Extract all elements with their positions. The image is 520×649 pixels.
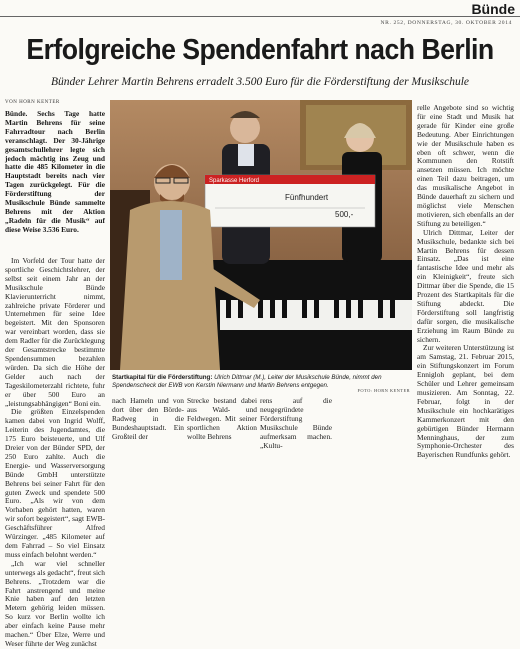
photo-credit: FOTO: HORN KENTER bbox=[357, 388, 410, 393]
photo-caption bbox=[112, 374, 412, 389]
article-photo bbox=[110, 100, 412, 370]
column-right bbox=[417, 104, 514, 460]
check-amount: 500,- bbox=[335, 210, 354, 219]
headline: Erfolgreiche Spendenfahrt nach Berlin bbox=[26, 34, 494, 66]
caption-title: Startkapital für die Förderstiftung: bbox=[112, 374, 213, 381]
col1-paragraph: Im Vorfeld der Tour hatte der sportliche Geschichtslehrer, der selbst seit einem Jahr an der Musikschule Bünde Klavierunterricht nimmt, zahlreiche private Förderer und Unternehmen für seine Idee begeistert. Mit den Sponsoren war vereinbart worden, dass sie dem Radler für die Zurücklegung der Gesamtstrecke bestimmte Spendensummen bezahlen würden. Da sich die Höhe der Gelder auch nach der Tageskilometerzahl richtete, fuhr er über 500 Euro an „leistungsabhängigen“ Boni ein. bbox=[5, 256, 105, 408]
caption-text: Ulrich Dittmar (M.), Leiter der Musikschule Bünde, nimmt den Spendenscheck der EWB von Kerstin Niermann und Martin Behrens entgegen. bbox=[112, 374, 382, 389]
column-1 bbox=[5, 257, 105, 649]
col6-paragraph: Ulrich Dittmar, Leiter der Musikschule, bedankte sich bei Martin Behrens für dessen Einsatz. „Das ist eine fantastische Idee und mehr als ein Kleinigkeit“, freute sich Dittmar über die Spende, die 15 Prozent des Startkapitals für die Stiftung abdeckt. Die Förderstiftung soll langfristig dafür sorgen, die musikalische Erziehung im Raum Bünde zu sichern. bbox=[417, 227, 514, 344]
check-banner: Sparkasse Herford bbox=[209, 178, 260, 184]
lead-paragraph bbox=[5, 110, 105, 235]
check-words: Fünfhundert bbox=[285, 193, 329, 202]
lead-text: Bünde. Sechs Tage hatte Martin Behrens für seine Fahrradtour nach Berlin veranschlagt. Der 30-Jährige gesamtschullehrer legte sich jedoch mächtig ins Zeug und hatte die 485 Kilometer in die Hauptstadt bereits nach vier Tagen zurückgelegt. Für die Förderstiftung der Musikschule Bünde sammelte Behrens mit der Aktion „Radeln für die Musik“ auf diese Weise 3.536 Euro. bbox=[5, 109, 105, 234]
issue-meta: NR. 252, DONNERSTAG, 30. OKTOBER 2014 bbox=[380, 20, 512, 26]
col4-paragraph: rens auf die neugegründete Förderstiftung Musikschule Bünde aufmerksam machen. „Kultu- bbox=[260, 396, 332, 450]
check bbox=[205, 175, 375, 227]
col3-paragraph: Strecke bestand dabei aus Wald- und Feldwegen. Mit seiner sportlichen Aktion wollte Behrens bbox=[187, 396, 257, 441]
col6-paragraph: relle Angebote sind so wichtig für eine Stadt und Musik hat gerade für Kinder eine große Bedeutung. Aber Einrichtungen wie der Musikschule haben es eben oft schwer, wenn die Kommunen den Rotstift ansetzen müssen. Ich möchte einen Teil dazu beitragen, um das musikalische Angebot in Bünde dauerhaft zu sichern und möglichst viele Menschen motivieren, sich ebenfalls an der Stiftung zu beteiligen.“ bbox=[417, 103, 514, 228]
author-byline: VON HORN KENTER bbox=[5, 100, 60, 105]
column-3 bbox=[187, 397, 257, 442]
section-city: Bünde bbox=[471, 1, 515, 17]
col2-paragraph: nach Hameln und von dort über den Börde-Radweg in die Bundeshauptstadt. Ein Großteil der bbox=[112, 396, 184, 441]
col6-paragraph: Zur weiteren Unterstützung ist am Samstag, 21. Februar 2015, ein Stiftungskonzert im Forum Ennigloh geplant, bei dem Schüler und Lehrer gemeinsam musizieren. Am Sonntag, 22. Februar, folgt in der Musikschule ein hochkarätiges Kammerkonzert mit den gebürtigen Bünder Hermann Menninghaus, der zum Symphonie-Orchester des Bayerischen Rundfunks gehört. bbox=[417, 343, 514, 460]
column-2 bbox=[112, 397, 184, 442]
photo-illustration bbox=[110, 100, 412, 370]
column-4 bbox=[260, 397, 332, 450]
col1-paragraph: Die größten Einzelspenden kamen dabei von Ingrid Wolff, Leiterin des Jugendamtes, die 175 Euro beisteuerte, und Ulf Dreier von der Bünder SPD, der 250 Euro zahlte. Auch die Energie- und Wasserversorgung Bünde GmbH unterstützte Behrens bei seiner Fahrt für den guten Zweck und spendete 500 Euro. „Als wir von dem Vorhaben gehört hatten, waren wir sofort begeistert“, sagt EWB-Geschäftsführer Alfred Würzinger. „485 Kilometer auf dem Fahrrad – So viel Einsatz muss einfach belohnt werden.“ bbox=[5, 407, 105, 559]
col1-paragraph: „Ich war viel schneller unterwegs als gedacht“, freut sich Behrens. „Trotzdem war die Fahrt anstrengend und meine Knie haben auf den letzten Metern gehörig leiden müssen. So kurz vor Berlin wollte ich aber einfach keine Pause mehr machen.“ Über Elze, Werre und Weser führte der Weg zunächst bbox=[5, 558, 105, 648]
subheadline: Bünder Lehrer Martin Behrens erradelt 3.500 Euro für die Förderstiftung der Musikschule bbox=[51, 76, 469, 88]
